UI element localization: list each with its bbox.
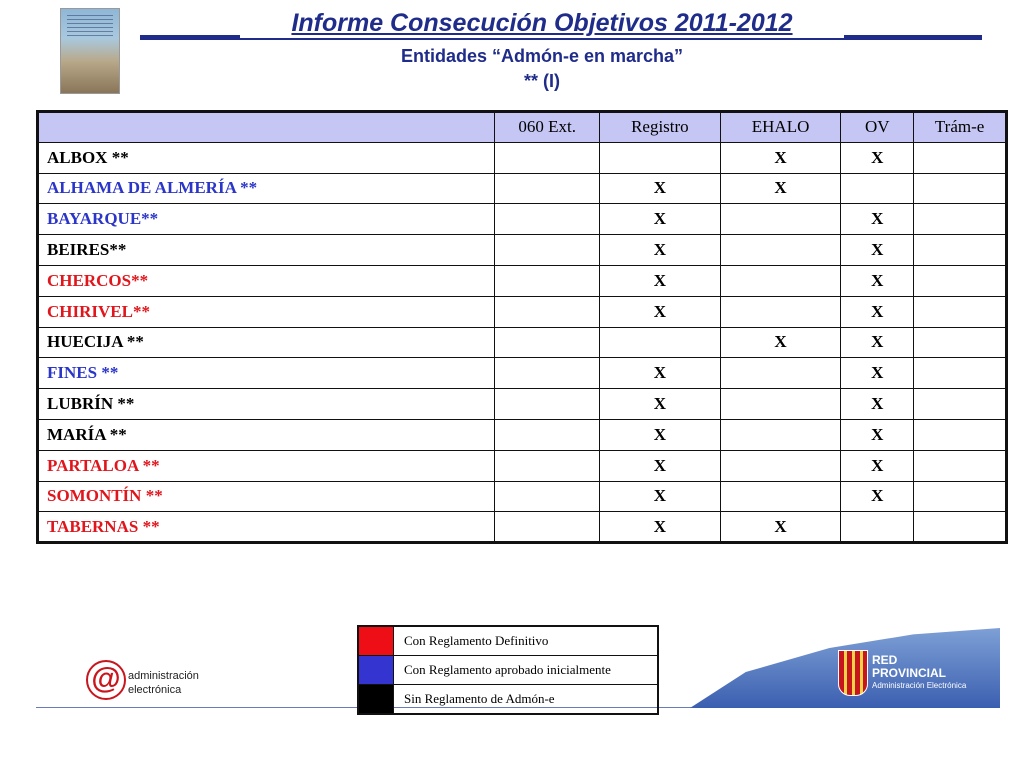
- entity-name: PARTALOA **: [38, 450, 495, 481]
- status-cell: X: [600, 265, 721, 296]
- status-cell: X: [600, 450, 721, 481]
- red-logo-line3: Administración Electrónica: [872, 681, 967, 690]
- status-cell: X: [720, 142, 841, 173]
- table-row: [38, 450, 1007, 481]
- table-row: [38, 327, 1007, 358]
- status-cell: X: [841, 204, 914, 235]
- entity-name: TABERNAS **: [38, 512, 495, 543]
- table-row: [38, 296, 1007, 327]
- header-cell: Registro: [600, 112, 721, 143]
- status-cell: [495, 512, 600, 543]
- status-cell: [914, 419, 1007, 450]
- table-row: [38, 204, 1007, 235]
- header-cell: [38, 112, 495, 143]
- entity-name: BAYARQUE**: [38, 204, 495, 235]
- header-cell: OV: [841, 112, 914, 143]
- table-row: [38, 358, 1007, 389]
- entity-name: CHERCOS**: [38, 265, 495, 296]
- status-cell: X: [841, 389, 914, 420]
- entity-name: FINES **: [38, 358, 495, 389]
- status-cell: X: [841, 235, 914, 266]
- entity-name: BEIRES**: [38, 235, 495, 266]
- status-cell: [914, 327, 1007, 358]
- status-cell: [914, 389, 1007, 420]
- coat-of-arms-icon: [838, 650, 868, 696]
- status-cell: [495, 173, 600, 204]
- header-cell: Trám-e: [914, 112, 1007, 143]
- red-logo-line2: PROVINCIAL: [872, 666, 947, 680]
- legend-table: [357, 625, 659, 715]
- status-cell: [914, 204, 1007, 235]
- entity-name: HUECIJA **: [38, 327, 495, 358]
- status-cell: X: [841, 450, 914, 481]
- page-subtitle: Entidades “Admón-e en marcha”: [400, 46, 684, 66]
- status-cell: [720, 481, 841, 512]
- status-cell: [495, 296, 600, 327]
- entity-name: ALHAMA DE ALMERÍA **: [38, 173, 495, 204]
- status-cell: [600, 327, 721, 358]
- status-cell: [914, 358, 1007, 389]
- status-cell: X: [600, 296, 721, 327]
- status-cell: [495, 419, 600, 450]
- entities-table: [36, 110, 1008, 544]
- header-cell: EHALO: [720, 112, 841, 143]
- status-cell: [495, 358, 600, 389]
- status-cell: [914, 481, 1007, 512]
- status-cell: [720, 419, 841, 450]
- status-cell: [720, 358, 841, 389]
- status-cell: [720, 204, 841, 235]
- status-cell: [914, 450, 1007, 481]
- status-cell: X: [600, 235, 721, 266]
- legend-row: [358, 626, 658, 656]
- status-cell: [720, 235, 841, 266]
- legend-label: Con Reglamento Definitivo: [394, 626, 659, 656]
- status-cell: [720, 265, 841, 296]
- legend-swatch-blue: [358, 656, 394, 685]
- status-cell: [495, 235, 600, 266]
- table-row: [38, 173, 1007, 204]
- status-cell: [495, 204, 600, 235]
- status-cell: [914, 235, 1007, 266]
- table-row: [38, 389, 1007, 420]
- status-cell: X: [841, 419, 914, 450]
- status-cell: X: [600, 204, 721, 235]
- status-cell: X: [720, 173, 841, 204]
- table-header-row: [38, 112, 1007, 143]
- header-cell: 060 Ext.: [495, 112, 600, 143]
- status-cell: [600, 142, 721, 173]
- page-subtitle-part: ** (I): [524, 71, 560, 91]
- status-cell: [914, 512, 1007, 543]
- entity-name: MARÍA **: [38, 419, 495, 450]
- status-cell: [720, 389, 841, 420]
- status-cell: X: [841, 481, 914, 512]
- entity-name: LUBRÍN **: [38, 389, 495, 420]
- table-row: [38, 265, 1007, 296]
- status-cell: [720, 296, 841, 327]
- status-cell: X: [841, 265, 914, 296]
- status-cell: [914, 296, 1007, 327]
- status-cell: X: [600, 512, 721, 543]
- status-cell: [495, 389, 600, 420]
- status-cell: X: [600, 481, 721, 512]
- status-cell: [495, 265, 600, 296]
- status-cell: X: [841, 358, 914, 389]
- entity-name: SOMONTÍN **: [38, 481, 495, 512]
- red-logo-line1: RED: [872, 653, 898, 667]
- status-cell: X: [600, 419, 721, 450]
- legend-row: [358, 656, 658, 685]
- admin-logo-line2: electrónica: [128, 684, 182, 696]
- at-sign-logo-icon: @: [86, 660, 126, 700]
- status-cell: X: [841, 327, 914, 358]
- status-cell: X: [720, 512, 841, 543]
- entity-name: ALBOX **: [38, 142, 495, 173]
- status-cell: X: [600, 173, 721, 204]
- entity-name: CHIRIVEL**: [38, 296, 495, 327]
- status-cell: [914, 173, 1007, 204]
- status-cell: [495, 327, 600, 358]
- status-cell: X: [841, 296, 914, 327]
- admin-logo-line1: administración: [128, 670, 199, 682]
- status-cell: [495, 450, 600, 481]
- legend-label: Sin Reglamento de Admón-e: [394, 685, 659, 715]
- table-row: [38, 142, 1007, 173]
- status-cell: [914, 265, 1007, 296]
- status-cell: X: [600, 358, 721, 389]
- red-provincial-logo: [838, 650, 998, 700]
- status-cell: [841, 173, 914, 204]
- status-cell: [495, 142, 600, 173]
- status-cell: X: [600, 389, 721, 420]
- status-cell: [720, 450, 841, 481]
- table-row: [38, 419, 1007, 450]
- report-cover-image: [60, 8, 120, 94]
- admin-electronica-logo: [86, 660, 216, 706]
- table-row: [38, 481, 1007, 512]
- page-title: Informe Consecución Objetivos 2011-2012: [240, 8, 844, 38]
- legend-label: Con Reglamento aprobado inicialmente: [394, 656, 659, 685]
- table-row: [38, 235, 1007, 266]
- status-cell: [841, 512, 914, 543]
- legend-swatch-black: [358, 685, 394, 715]
- table-row: [38, 512, 1007, 543]
- legend-swatch-red: [358, 626, 394, 656]
- legend-row: [358, 685, 658, 715]
- status-cell: [495, 481, 600, 512]
- status-cell: [914, 142, 1007, 173]
- status-cell: X: [720, 327, 841, 358]
- status-cell: X: [841, 142, 914, 173]
